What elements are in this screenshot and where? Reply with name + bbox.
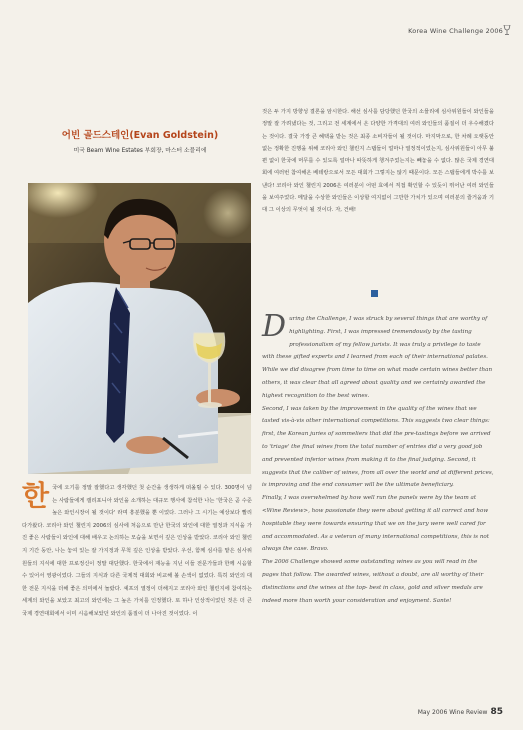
english-dropcap: D xyxy=(262,309,287,344)
page-number: 85 xyxy=(490,707,503,717)
english-paragraph-3: Finally, I was overwhelmed by how well run the panels were by the team at <Wine Review>, how passionate they were about getting it all correct and how hospitable they were towards ensuring that we on the jury were well cared for and accommodated. As a veteran of many international competitions, this is not always the case. Bravo. xyxy=(262,495,490,553)
section-bullet-icon xyxy=(371,290,378,297)
author-role: 미국 Beam Wine Estates 부회장, 마스터 소믈리에 xyxy=(73,148,207,154)
english-paragraph-1: During the Challenge, I was struck by several things that are worthy of highlighting. First, I was impressed tremendously by the tasting professionalism of my fellow jurists. It was truly a privilege to taste with these gifted experts and I learned from each of their international palates. While we did disagree from time to time on what made certain wines better than others, it was clear that all agreed about quality and we certainly awarded the highest recognition to the best wines. xyxy=(262,309,493,399)
running-header: Korea Wine Challenge 2006 xyxy=(408,27,503,35)
author-name: 어빈 골드스테인(Evan Goldstein) xyxy=(61,130,219,141)
korean-dropcap: 한 xyxy=(22,479,50,512)
korean-left-text: 국에 오기를 정말 잘했다고 생각했던 첫 순간을 생생하게 떠올릴 수 있다. 300명이 넘는 사람들에게 캘리포니아 와인을 소개하는 대규모 행사에 참석한 나는 '한국은 곧 수준 높은 와인시장이 될 것이다' 라며 흥분했을 뿐 이었다. 그러나 그 시기는 예상보다 빨리 다가왔다. 코리아 와인 챌린지 2006의 심사에 처음으로 만난 한국의 와인에 대한 열정과 지식을 가진 좋은 사람들이 와인에 대해 배우고 논의하는 모습을 보면서 깊은 인상을 받았다. 코리아 와인 챌린지 기간 동안, 나는 놓여 있는 잘 가지정과 무척 깊은 인상을 받았다. 우선, 함께 심사를 맡은 심사위원들의 지식에 대한 프로정신이 정말 대단했다. 한국에서 재능을 지닌 이들 전문가들과 한께 시음할 수 있어서 영광이었다. 그들의 지식과 다른 국제적 대회와 비교해 볼 손색이 없었다. 특히 와인의 대한 전문 지식을 더해 좋은 의미에서 놀랐다. 셰프의 열정이 더해지고 코리아 와인 챌린지에 참여하는 세계의 와인을 보았고 최고의 와인에는 그 높은 가치를 인정했다. 또 하나 인상적이었던 것은 더 큰 국제 경연대회에서 이미 시음해보았던 와인의 품질이 더 나아진 것이었다. 이 xyxy=(22,485,252,617)
page-footer xyxy=(418,707,503,717)
author-portrait-photo xyxy=(28,183,251,474)
korean-column-right: 것은 두 가지 방향성 결론을 암시한다. 해선 심사를 담당했던 한국의 소믈리에 심사위원들이 와인들을 정말 잘 가려냈다는 것, 그리고 전 세계에서 온 다양한 가격대의 여러 와인들의 품질이 더 우수해졌다는 것이다. 결국 가장 큰 혜택을 받는 것은 최종 소비자들이 될 것이다. 마지막으로, 한 차례 오랫동안 없는 정확한 진행을 위해 코리아 와인 챌린지 스탭들이 얼마나 열정적이었는지, 심사위원들이 아무 불편 없이 한국에 머무를 수 있도록 얼마나 따뜻하게 챙겨주었는지는 빼놓을 수 없다. 많은 국제 경연대회에 여러번 참여해온 베테랑으로서 모든 대회가 그렇지는 않기 때문이다. 모든 스탭들에게 박수를 보낸다! 코리아 와인 챌린지 2006은 여러분이 어떤 효에서 직접 확인할 수 있듯이 뛰어난 여러 와인들을 보여주었다. 메달을 수상한 와인들은 이상할 여지없이 그만한 가치가 있으며 여러분의 즐거움과 기대 그 이상의 무엇이 될 것이다. 자, 건배! xyxy=(262,109,494,214)
english-article xyxy=(262,309,494,607)
wine-glass-logo-icon xyxy=(503,25,511,35)
korean-column-left xyxy=(22,479,252,621)
footer-issue: May 2006 Wine Review xyxy=(417,709,488,716)
english-paragraph-2: Second, I was taken by the improvement in the quality of the wines that we tasted vis-à-vis other international competitions. This suggests two clear things: first, the Korean juries of sommeliers that did the pre-tastings before we arrived to 'triage' the final wines from the total number of entries did a very good job and prevented inferior wines from making it to the final judging. Second, it suggests that the caliber of wines, from all over the world and at different prices, is improving and the end consumer will be the ultimate beneficiary. xyxy=(262,405,494,489)
english-paragraph-4: The 2006 Challenge showed some outstanding wines as you will read in the pages that follow. The awarded wines, without a doubt, are all worthy of their distinctions and the wines at the top- best in class, gold and silver medals are indeed more than worth your consideration and enjoyment. Sante! xyxy=(262,559,484,604)
